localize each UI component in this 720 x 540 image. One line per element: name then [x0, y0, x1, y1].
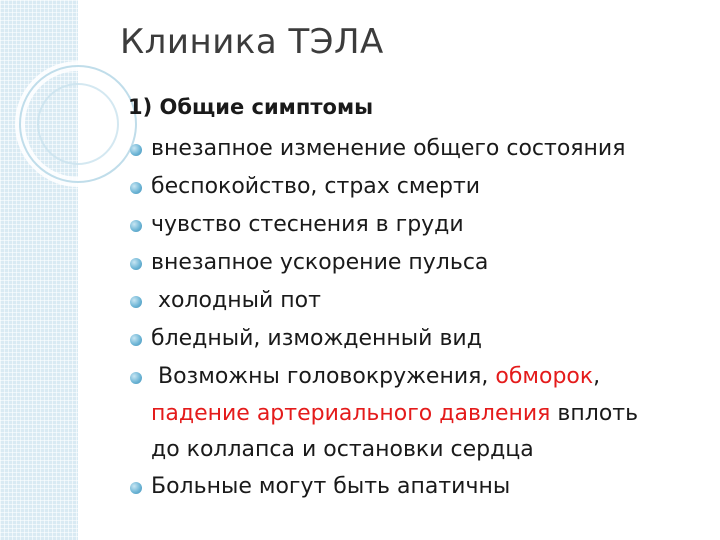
bullet-circle-icon [130, 220, 142, 232]
list-item [130, 468, 700, 506]
list-item-text: чувство стеснения в груди [151, 212, 464, 237]
slide-title: Клиника ТЭЛА [120, 22, 384, 62]
bullet-circle-icon [130, 144, 142, 156]
slide-content [130, 92, 700, 506]
bullet-circle-icon [130, 334, 142, 346]
bullet-circle-icon [130, 482, 142, 494]
highlight-fainting: обморок [495, 364, 594, 389]
subheading: 1) Общие симптомы [128, 95, 374, 119]
bullet-list [130, 130, 700, 506]
list-item-text: внезапное ускорение пульса [151, 250, 489, 275]
bullet-circle-icon [130, 296, 142, 308]
list-item [130, 168, 700, 206]
bullet-circle-icon [130, 372, 142, 384]
list-item [130, 320, 700, 358]
list-item [130, 282, 700, 320]
bullet-circle-icon [130, 258, 142, 270]
bullet-circle-icon [130, 182, 142, 194]
list-item-text: Больные могут быть апатичны [151, 474, 511, 499]
highlight-pressure-drop: падение артериального давления [151, 401, 551, 426]
list-item-text: внезапное изменение общего состояния [151, 136, 626, 161]
list-item-text: Возможны головокружения, обморок, [151, 364, 601, 389]
list-item-continuation: падение артериального давления вплоть [151, 401, 639, 426]
list-item [130, 130, 700, 168]
list-item-multiline [130, 358, 700, 468]
list-item-text: холодный пот [151, 288, 321, 313]
list-item-text: беспокойство, страх смерти [151, 174, 481, 199]
list-item-continuation: до коллапса и остановки сердца [151, 437, 534, 462]
list-item-text: бледный, изможденный вид [151, 326, 482, 351]
list-item [130, 206, 700, 244]
list-item [130, 244, 700, 282]
